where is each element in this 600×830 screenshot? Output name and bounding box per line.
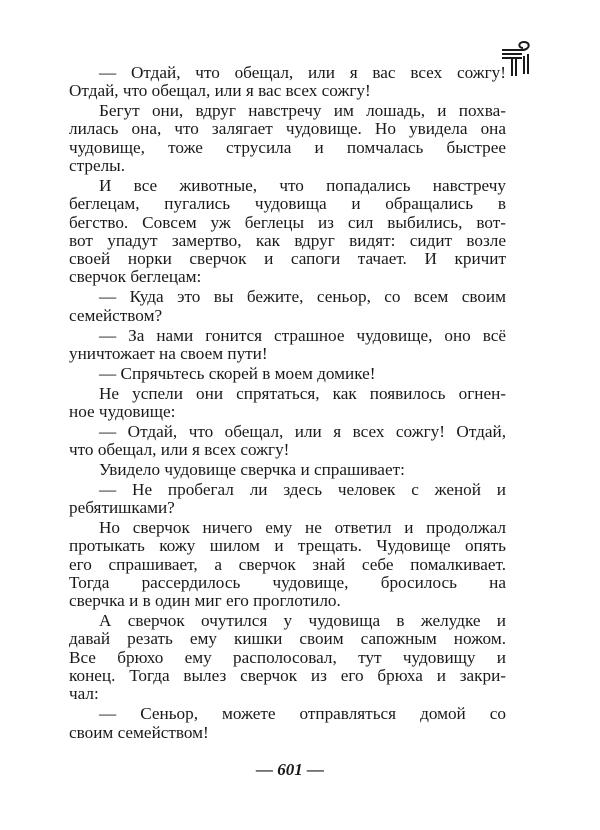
text-line: Отдай, что обещал, или я вас всех сожгу! [69,81,371,101]
text-line: сверчок беглецам: [69,267,202,287]
text-line: — За нами гонится страшное чудовище, оно всё [99,325,506,345]
text-line: своей норки сверчок и сапоги тачает. И кричит [69,249,506,269]
paragraph [69,423,506,460]
text-line: давай резать ему кишки своим сапожным ножом. [69,629,506,649]
page-number: — 601 — [256,760,324,779]
text-line: — Куда это вы бежите, сеньор, со всем своим [99,287,506,307]
text-line: его спрашивает, а сверчок знай себе помалкивает. [69,554,506,574]
text-line: что обещал, или я всех сожгу! [69,440,290,460]
paragraph [69,481,506,518]
text-line: чал: [69,684,99,704]
text-line: своим семейством! [69,722,209,742]
paragraph [69,612,506,703]
paragraph [69,102,506,175]
text-line: беглецам, пугались чудовища и обращались в [69,194,506,214]
text-line: — Не пробегал ли здесь человек с женой и [99,479,506,499]
paragraph [69,64,506,101]
text-line: уничтожает на своем пути! [69,343,268,363]
text-line: протыкать кожу шилом и трещать. Чудовище опять [69,536,506,556]
text-line: Тогда рассердилось чудовище, бросилось на [69,572,506,592]
text-line: лилась она, что залягает чудовище. Но увидела она [69,119,506,139]
paragraph [69,705,506,742]
text-line: вот упадут замертво, как вдруг видят: сидит возле [69,230,506,250]
text-line: семейством? [69,305,163,325]
paragraph [69,385,506,422]
text-line: чудовище, тоже струсила и помчалась быстрее [69,137,506,157]
paragraph [69,288,506,325]
text-line: — Спрячьтесь скорей в моем домике! [99,363,376,383]
text-line: Увидело чудовище сверчка и спрашивает: [99,459,405,479]
text-line: ное чудовище: [69,401,176,421]
body-text [69,64,506,743]
text-line: бегство. Совсем уж беглецы из сил выбились, вот- [69,212,506,232]
paragraph [69,519,506,610]
text-line: — Сеньор, можете отправляться домой со [99,704,506,724]
text-line: Но сверчок ничего ему не ответил и продолжал [99,518,506,538]
paragraph [69,177,506,287]
text-line: конец. Тогда вылез сверчок из его брюха и закри- [69,666,506,686]
paragraph [69,327,506,364]
text-line: — Отдай, что обещал, или я всех сожгу! Отдай, [99,421,506,441]
text-line: А сверчок очутился у чудовища в желудке и [99,611,506,631]
text-line: Все брюхо ему располосовал, тут чудовищу и [69,647,506,667]
text-line: Бегут они, вдруг навстречу им лошадь, и похва- [99,101,506,121]
text-line: сверчка и в один миг его проглотило. [69,591,341,611]
text-line: — Отдай, что обещал, или я вас всех сожгу! [99,63,506,82]
paragraph [69,461,506,479]
text-line: Не успели они спрятаться, как появилось огнен- [99,383,506,403]
paragraph [69,365,506,383]
text-line: стрелы. [69,156,125,176]
text-line: ребятишками? [69,498,175,518]
text-line: И все животные, что попадались навстречу [99,175,506,195]
